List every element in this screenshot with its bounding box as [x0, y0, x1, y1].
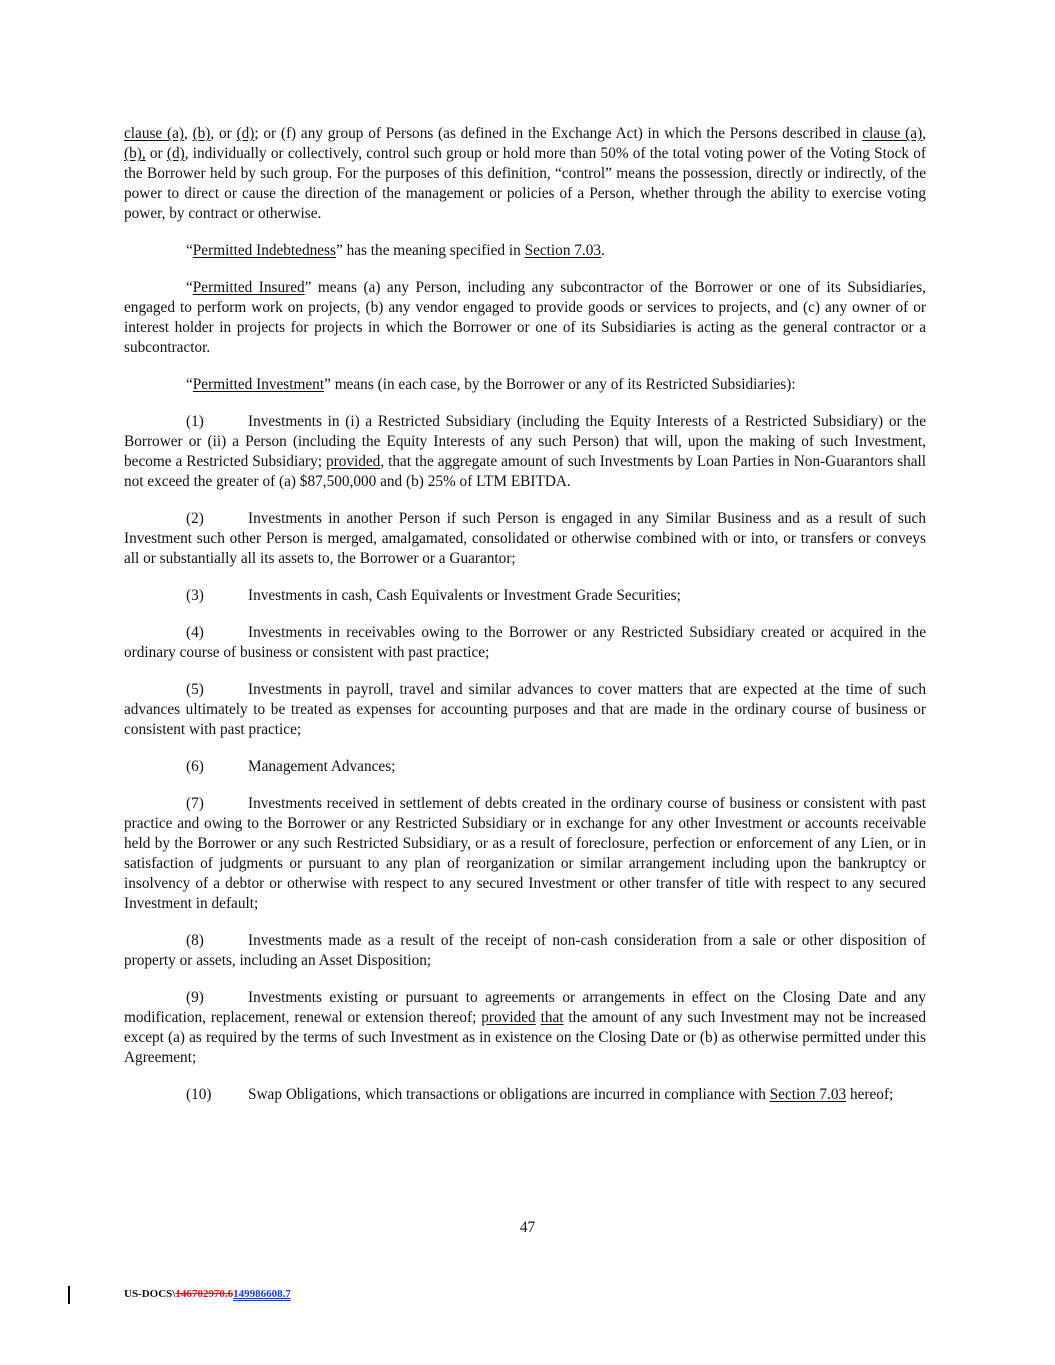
clause-ref: (b): [192, 125, 211, 142]
text: Management Advances;: [248, 758, 396, 775]
list-item-5: [124, 680, 926, 740]
list-item-6: [124, 757, 926, 777]
definition-permitted-investment: [124, 375, 926, 395]
text: “: [186, 376, 193, 393]
list-item-4: [124, 623, 926, 663]
text: Investments in receivables owing to the Borrower or any Restricted Subsidiary created or acquired in the ordinary course of business or consistent with past practice;: [124, 624, 926, 661]
item-number: (6): [186, 758, 204, 775]
text: ” has the meaning specified in: [335, 242, 525, 259]
text: Investments received in settlement of debts created in the ordinary course of business or consistent with past practice and owing to the Borrower or any Restricted Subsidiary or in exchange for any other Investment or accounts receivable held by the Borrower or any such Restricted Subsidiary, or as a result of foreclosure, perfection or enforcement of any Lien, or in satisfaction of judgments or pursuant to any plan of reorganization or similar arrangement including upon the bankruptcy or insolvency of a debtor or otherwise with respect to any secured Investment or other transfer of title with respect to any secured Investment in default;: [124, 795, 926, 912]
text: , or: [210, 125, 237, 142]
text: Swap Obligations, which transactions or obligations are incurred in compliance with: [248, 1086, 770, 1103]
text: or: [145, 145, 167, 162]
text: “: [186, 279, 193, 296]
list-item-7: [124, 794, 926, 914]
text: , individually or collectively, control such group or hold more than 50% of the total voting power of the Voting Stock of the Borrower held by such group. For the purposes of this definition, “control” means the possession, directly or indirectly, of the power to direct or cause the direction of the management or policies of a Person, whether through the ability to exercise voting power, by contract or otherwise.: [124, 145, 926, 222]
section-ref: Section 7.03: [769, 1086, 847, 1103]
defined-term: Permitted Insured: [192, 279, 305, 296]
section-ref: Section 7.03: [524, 242, 602, 259]
text: Investments made as a result of the receipt of non-cash consideration from a sale or other disposition of property or assets, including an Asset Disposition;: [124, 932, 926, 969]
definition-permitted-indebtedness: [124, 241, 926, 261]
proviso: provided: [481, 1009, 536, 1026]
item-number: (5): [186, 681, 204, 698]
item-number: (3): [186, 587, 204, 604]
definition-permitted-insured: [124, 278, 926, 358]
text: ,: [183, 125, 193, 142]
paragraph-control-definition: [124, 124, 926, 224]
item-number: (8): [186, 932, 204, 949]
text: “: [186, 242, 193, 259]
text: ; or (f) any group of Persons (as defined in the Exchange Act) in which the Persons described in: [254, 125, 863, 142]
list-item-9: [124, 988, 926, 1068]
text: Investments in cash, Cash Equivalents or Investment Grade Securities;: [248, 587, 681, 604]
text: ” means (a) any Person, including any subcontractor of the Borrower or one of its Subsidiaries, engaged to perform work on projects, (b) any vendor engaged to provide goods or services to projects, and (c) any owner of or interest holder in projects for projects in which the Borrower or one of its Subsidiaries is acting as the general contractor or a subcontractor.: [124, 279, 926, 356]
item-number: (4): [186, 624, 204, 641]
list-item-8: [124, 931, 926, 971]
list-item-2: [124, 509, 926, 569]
proviso: provided: [325, 453, 381, 470]
list-item-10: [124, 1085, 926, 1105]
defined-term: Permitted Investment: [192, 376, 325, 393]
list-item-1: [124, 412, 926, 492]
clause-ref: (d): [166, 145, 185, 162]
document-body: [124, 124, 926, 1122]
document-id-footer: [124, 1288, 291, 1300]
item-number: (10): [186, 1086, 212, 1103]
text: hereof;: [846, 1086, 894, 1103]
list-item-3: [124, 586, 926, 606]
doc-id-deleted: 146702970.6: [175, 1288, 234, 1300]
text: Investments in another Person if such Person is engaged in any Similar Business and as a result of such Investment such other Person is merged, amalgamated, consolidated or otherwise combined with or into, or transfers or conveys all or substantially all its assets to, the Borrower or a Guarantor;: [124, 510, 926, 567]
defined-term: Permitted Indebtedness: [192, 242, 336, 259]
item-number: (9): [186, 989, 204, 1006]
doc-id-prefix: US-DOCS\: [124, 1288, 176, 1300]
clause-ref: clause (a): [124, 125, 184, 142]
item-number: (7): [186, 795, 204, 812]
text: Investments in (i) a Restricted Subsidiary (including the Equity Interests of a Restricted Subsidiary) or the Borrower or (ii) a Person (including the Equity Interests of any such Person) that will, upon the making of such Investment, become a Restricted Subsidiary;: [124, 413, 926, 470]
item-number: (2): [186, 510, 204, 527]
text: the amount of any such Investment may not be increased except (a) as required by the terms of such Investment as in existence on the Closing Date or (b) as otherwise permitted under this Agreement;: [124, 1009, 926, 1066]
clause-ref: (b),: [124, 145, 146, 162]
text: ,: [922, 125, 926, 142]
page-number: 47: [519, 1219, 536, 1236]
text: , that the aggregate amount of such Investments by Loan Parties in Non-Guarantors shall not exceed the greater of (a) $87,500,000 and (b) 25% of LTM EBITDA.: [124, 453, 927, 490]
text: Investments in payroll, travel and similar advances to cover matters that are expected at the time of such advances ultimately to be treated as expenses for accounting purposes and that are made in the ordinary course of business or consistent with past practice;: [124, 681, 926, 738]
text: .: [601, 242, 605, 259]
clause-ref: (d): [236, 125, 255, 142]
doc-id-inserted: 149986608.7: [233, 1288, 291, 1300]
change-bar: [68, 1286, 70, 1304]
item-number: (1): [186, 413, 204, 430]
text: Investments existing or pursuant to agreements or arrangements in effect on the Closing Date and any modification, replacement, renewal or extension thereof;: [124, 989, 926, 1026]
proviso-that: that: [540, 1009, 564, 1026]
text: ” means (in each case, by the Borrower or any of its Restricted Subsidiaries):: [324, 376, 796, 393]
clause-ref: clause (a): [862, 125, 923, 142]
